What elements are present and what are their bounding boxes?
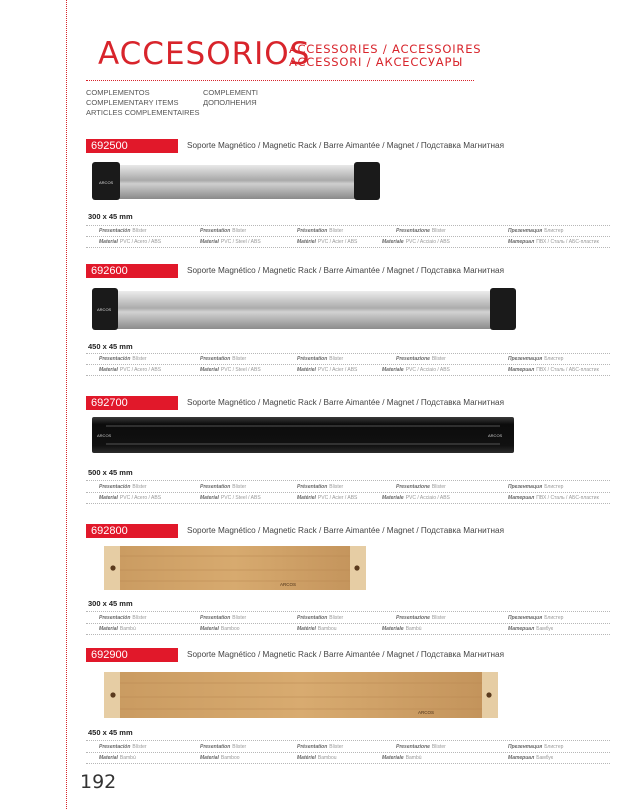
magnetic-rack-steel-image [92, 160, 382, 202]
dotted-separator [86, 353, 610, 354]
category-label: ARTICLES COMPLEMENTAIRES [86, 108, 200, 117]
presentation-ru: Презентация Блистер [508, 744, 564, 750]
presentation-fr: Présentation Blister [297, 744, 344, 750]
material-it: Materiale Bambù [382, 755, 422, 761]
category-label: COMPLEMENTOS [86, 88, 150, 97]
product-code: 692500 [86, 139, 178, 153]
material-fr: Matériel PVC / Acier / ABS [297, 239, 358, 245]
product-description: Soporte Magnético / Magnetic Rack / Barre Aimantée / Magnet / Подставка Магнитная [187, 398, 505, 407]
category-list-2 [203, 88, 258, 108]
dotted-separator [86, 752, 610, 753]
page-title: ACCESORIOS [98, 36, 311, 72]
material-it: Materiale PVC / Acciaio / ABS [382, 239, 450, 245]
presentation-ru: Презентация Блистер [508, 228, 564, 234]
material-es: Material Bambú [99, 755, 136, 761]
material-fr: Matériel Bambou [297, 626, 337, 632]
product-size: 300 x 45 mm [88, 599, 133, 608]
dotted-separator [86, 225, 610, 226]
material-en: Material PVC / Steel / ABS [200, 239, 261, 245]
left-dotted-rule [66, 0, 67, 809]
dotted-separator [86, 763, 610, 764]
presentation-en: Presentation Blister [200, 228, 247, 234]
product-code: 692700 [86, 396, 178, 410]
product-description: Soporte Magnético / Magnetic Rack / Barre Aimantée / Magnet / Подставка Магнитная [187, 141, 505, 150]
product-description: Soporte Magnético / Magnetic Rack / Barre Aimantée / Magnet / Подставка Магнитная [187, 526, 505, 535]
dotted-separator [86, 364, 610, 365]
presentation-en: Presentation Blister [200, 744, 247, 750]
presentation-fr: Présentation Blister [297, 356, 344, 362]
magnetic-rack-bamboo-image [104, 670, 500, 720]
brand-mark: ARCOS [418, 710, 435, 715]
presentation-it: Presentazione Blister [396, 744, 446, 750]
presentation-es: Presentación Blíster [99, 484, 147, 490]
material-en: Material Bamboo [200, 626, 240, 632]
dotted-separator [86, 480, 610, 481]
brand-mark: ARCOS [280, 582, 297, 587]
presentation-en: Presentation Blister [200, 484, 247, 490]
presentation-fr: Présentation Blister [297, 484, 344, 490]
dotted-separator [86, 375, 610, 376]
product-size: 450 x 45 mm [88, 342, 133, 351]
presentation-en: Presentation Blister [200, 615, 247, 621]
brand-mark: ARCOS [97, 307, 112, 312]
presentation-ru: Презентация Блистер [508, 615, 564, 621]
brand-mark: ARCOS [97, 433, 112, 438]
category-list-1 [86, 88, 200, 118]
material-ru: Материал Бамбук [508, 755, 554, 761]
brand-mark: ARCOS [488, 433, 503, 438]
presentation-it: Presentazione Blister [396, 356, 446, 362]
material-it: Materiale PVC / Acciaio / ABS [382, 495, 450, 501]
presentation-es: Presentación Blíster [99, 615, 147, 621]
dotted-separator [86, 634, 610, 635]
material-en: Material PVC / Steel / ABS [200, 367, 261, 373]
presentation-fr: Présentation Blister [297, 228, 344, 234]
page-subtitle-1: ACCESSORIES / ACCESSOIRES [289, 42, 482, 56]
material-en: Material Bamboo [200, 755, 240, 761]
dotted-separator [86, 740, 610, 741]
header-rule [86, 80, 474, 81]
presentation-it: Presentazione Blister [396, 615, 446, 621]
category-label: COMPLEMENTI [203, 88, 259, 97]
product-code: 692900 [86, 648, 178, 662]
material-es: Material PVC / Acero / ABS [99, 495, 162, 501]
page-number: 192 [80, 771, 117, 793]
material-es: Material PVC / Acero / ABS [99, 239, 162, 245]
category-label: ДОПОЛНЕНИЯ [203, 98, 257, 107]
material-ru: Материал Бамбук [508, 626, 554, 632]
product-size: 450 x 45 mm [88, 728, 133, 737]
presentation-en: Presentation Blister [200, 356, 247, 362]
presentation-ru: Презентация Блистер [508, 484, 564, 490]
presentation-it: Presentazione Blister [396, 484, 446, 490]
brand-mark: ARCOS [99, 180, 114, 185]
material-fr: Matériel PVC / Acier / ABS [297, 495, 358, 501]
dotted-separator [86, 236, 610, 237]
category-label: COMPLEMENTARY ITEMS [86, 98, 179, 107]
material-it: Materiale PVC / Acciaio / ABS [382, 367, 450, 373]
material-fr: Matériel Bambou [297, 755, 337, 761]
product-code: 692800 [86, 524, 178, 538]
presentation-ru: Презентация Блистер [508, 356, 564, 362]
product-code: 692600 [86, 264, 178, 278]
material-fr: Matériel PVC / Acier / ABS [297, 367, 358, 373]
presentation-es: Presentación Blíster [99, 356, 147, 362]
material-es: Material Bambú [99, 626, 136, 632]
material-es: Material PVC / Acero / ABS [99, 367, 162, 373]
magnetic-rack-steel-image [92, 287, 518, 333]
dotted-separator [86, 247, 610, 248]
presentation-es: Presentación Blíster [99, 228, 147, 234]
presentation-es: Presentación Blíster [99, 744, 147, 750]
dotted-separator [86, 492, 610, 493]
dotted-separator [86, 503, 610, 504]
material-en: Material PVC / Steel / ABS [200, 495, 261, 501]
product-description: Soporte Magnético / Magnetic Rack / Barre Aimantée / Magnet / Подставка Магнитная [187, 266, 505, 275]
page-subtitle-2: ACCESSORI / АКСЕССУАРЫ [289, 55, 464, 69]
magnetic-rack-black-image [92, 416, 516, 454]
material-ru: Материал ПВХ / Сталь / АБС-пластик [508, 239, 599, 245]
product-size: 300 x 45 mm [88, 212, 133, 221]
product-description: Soporte Magnético / Magnetic Rack / Barre Aimantée / Magnet / Подставка Магнитная [187, 650, 505, 659]
presentation-fr: Présentation Blister [297, 615, 344, 621]
dotted-separator [86, 611, 610, 612]
material-ru: Материал ПВХ / Сталь / АБС-пластик [508, 495, 599, 501]
material-it: Materiale Bambù [382, 626, 422, 632]
presentation-it: Presentazione Blister [396, 228, 446, 234]
magnetic-rack-bamboo-image [104, 544, 368, 592]
material-ru: Материал ПВХ / Сталь / АБС-пластик [508, 367, 599, 373]
dotted-separator [86, 623, 610, 624]
product-size: 500 x 45 mm [88, 468, 133, 477]
